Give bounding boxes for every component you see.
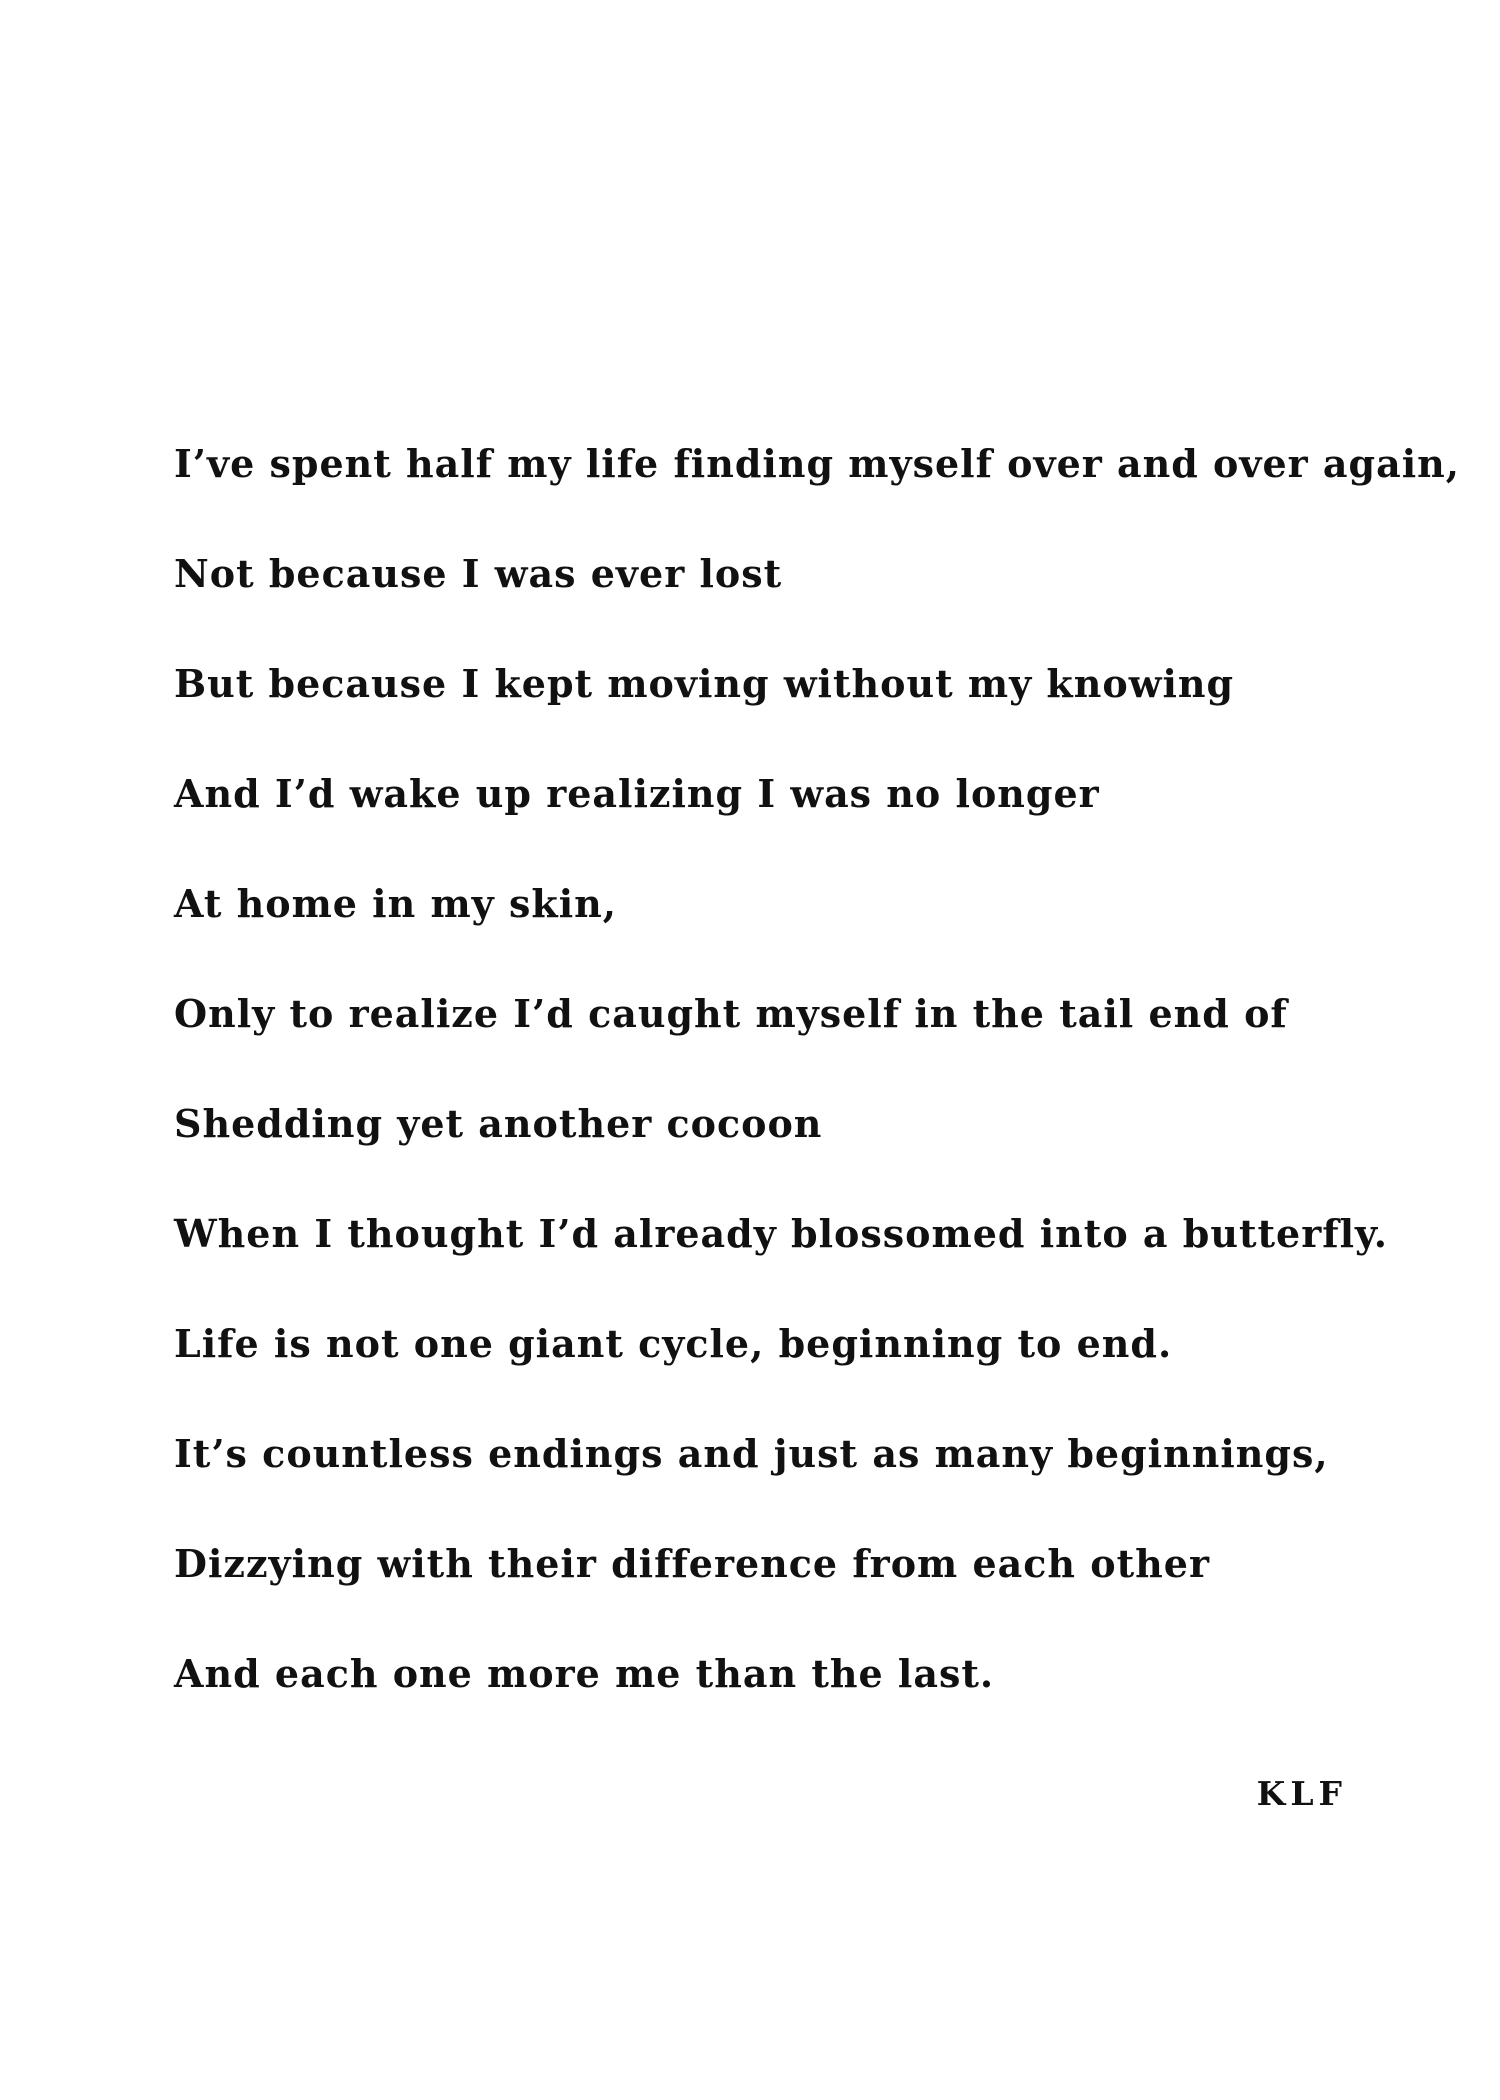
poem-line: And I’d wake up realizing I was no longer	[174, 771, 1100, 816]
poem-line: When I thought I’d already blossomed into a butterfly.	[174, 1211, 1388, 1256]
poem-line: And each one more me than the last.	[174, 1651, 995, 1696]
poem-line: Shedding yet another cocoon	[174, 1101, 823, 1146]
poem-line: But because I kept moving without my knowing	[174, 661, 1235, 706]
poem-line: Not because I was ever lost	[174, 551, 783, 596]
author-signature: KLF	[1256, 1774, 1347, 1813]
poem-line: At home in my skin,	[174, 881, 618, 926]
poem-line: Life is not one giant cycle, beginning to end.	[174, 1321, 1173, 1366]
poem-line: I’ve spent half my life finding myself over and over again,	[174, 441, 1461, 486]
poem-line: Only to realize I’d caught myself in the tail end of	[174, 991, 1288, 1036]
poem-line: Dizzying with their difference from each other	[174, 1541, 1211, 1586]
poem-line: It’s countless endings and just as many beginnings,	[174, 1431, 1329, 1476]
poem-body	[174, 434, 1461, 1754]
